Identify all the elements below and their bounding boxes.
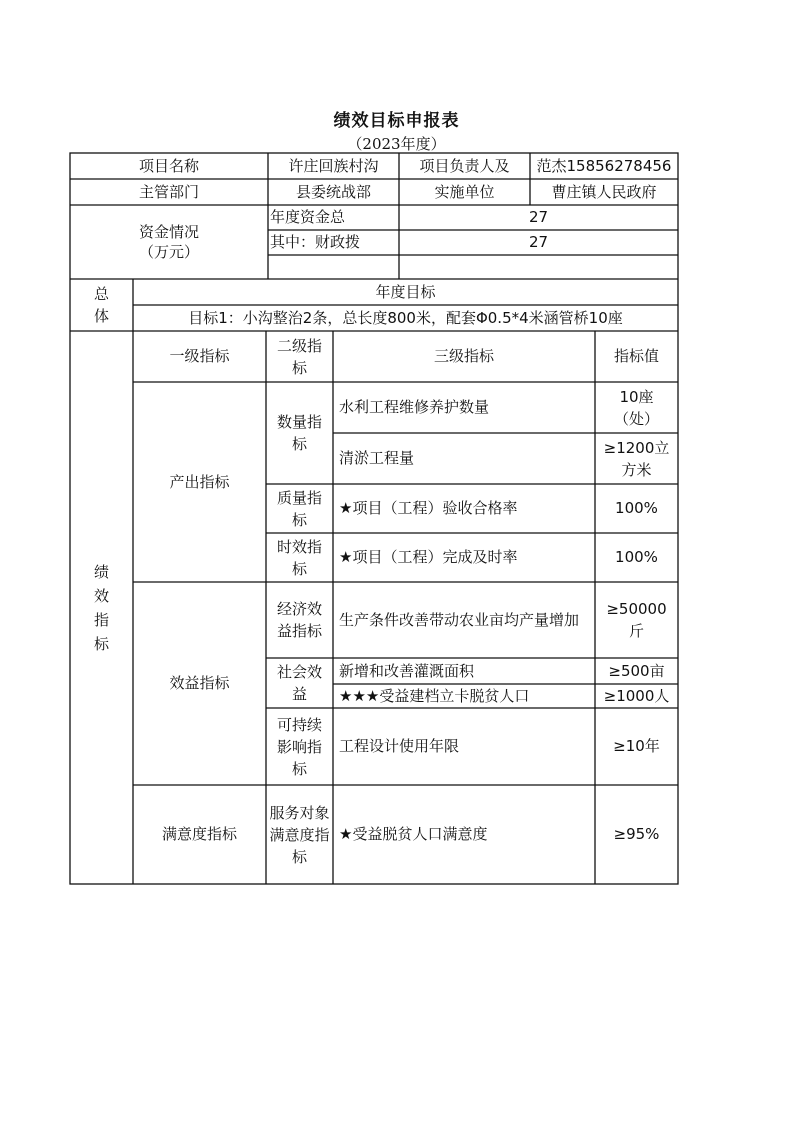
q1-name: 水利工程维修养护数量 xyxy=(339,398,490,416)
impl-label: 实施单位 xyxy=(434,182,495,201)
q3-value: 100% xyxy=(615,499,658,517)
side-char-4: 标 xyxy=(93,634,109,653)
s1-value: ≥95% xyxy=(613,825,660,843)
annual-goal-header: 年度目标 xyxy=(375,282,436,301)
col-level2-header: 二级指标 xyxy=(276,336,322,377)
impl-value: 曹庄镇人民政府 xyxy=(551,182,657,201)
b1-name: 生产条件改善带动农业亩均产量增加 xyxy=(339,611,580,629)
social-benefit: 社会效益 xyxy=(276,663,322,703)
funds-unit: （万元） xyxy=(138,243,199,261)
q2-name: 清淤工程量 xyxy=(339,449,415,467)
quantity-indicators: 数量指标 xyxy=(276,413,322,453)
annual-funds-label: 年度资金总 xyxy=(270,208,346,226)
side-char-3: 指 xyxy=(93,610,109,629)
page-title: 绩效目标申报表 xyxy=(333,111,460,131)
benefit-indicators: 效益指标 xyxy=(169,674,230,692)
quality-indicators: 质量指标 xyxy=(276,488,322,529)
funds-label-cell xyxy=(70,205,268,279)
sustainability-indicators: 可持续影响指标 xyxy=(276,715,322,778)
col-level3-header: 三级指标 xyxy=(433,347,494,365)
performance-indicators-label xyxy=(70,331,133,884)
col-level1-header: 一级指标 xyxy=(169,347,230,365)
b1-value: ≥50000斤 xyxy=(606,600,667,640)
project-name-value: 许庄回族村沟 xyxy=(288,156,379,175)
funds-label: 资金情况 xyxy=(138,223,199,241)
col-value-header: 指标值 xyxy=(613,347,659,365)
b3-name: ★★★受益建档立卡脱贫人口 xyxy=(339,686,530,705)
page-subtitle: （2023年度） xyxy=(347,135,446,153)
b2-name: 新增和改善灌溉面积 xyxy=(339,661,475,680)
overall-label-cell xyxy=(70,279,133,331)
overall-label-1: 总 xyxy=(93,285,109,303)
leader-label: 项目负责人及 xyxy=(419,156,510,175)
annual-goal-text: 目标1：小沟整治2条，总长度800米，配套Φ0.5*4米涵管桥10座 xyxy=(188,308,623,327)
annual-funds-value: 27 xyxy=(528,208,549,226)
satisfaction-indicators: 满意度指标 xyxy=(161,825,237,843)
timeliness-indicators: 时效指标 xyxy=(276,537,322,578)
b4-value: ≥10年 xyxy=(613,737,660,755)
side-char-2: 效 xyxy=(93,586,109,605)
q2-value: ≥1200立方米 xyxy=(603,438,670,479)
b4-name: 工程设计使用年限 xyxy=(339,737,460,755)
q4-name: ★项目（工程）完成及时率 xyxy=(339,548,518,566)
q1-value: 10座（处） xyxy=(613,387,659,428)
s1-name: ★受益脱贫人口满意度 xyxy=(339,825,488,843)
q4-value: 100% xyxy=(615,548,658,566)
dept-label: 主管部门 xyxy=(138,182,199,201)
overall-label-2: 体 xyxy=(93,307,109,325)
b3-value: ≥1000人 xyxy=(603,686,670,705)
economic-benefit: 经济效益指标 xyxy=(276,600,322,640)
leader-value: 范杰15856278456 xyxy=(536,156,672,175)
q3-name: ★项目（工程）验收合格率 xyxy=(339,499,518,517)
output-indicators: 产出指标 xyxy=(169,472,230,491)
b2-value: ≥500亩 xyxy=(608,661,665,680)
fiscal-funds-label: 其中：财政拨 xyxy=(270,233,361,251)
fiscal-funds-value: 27 xyxy=(528,233,549,251)
service-satisfaction: 服务对象满意度指标 xyxy=(269,803,330,866)
project-name-label: 项目名称 xyxy=(138,156,199,175)
side-char-1: 绩 xyxy=(93,562,109,581)
dept-value: 县委统战部 xyxy=(295,182,371,201)
